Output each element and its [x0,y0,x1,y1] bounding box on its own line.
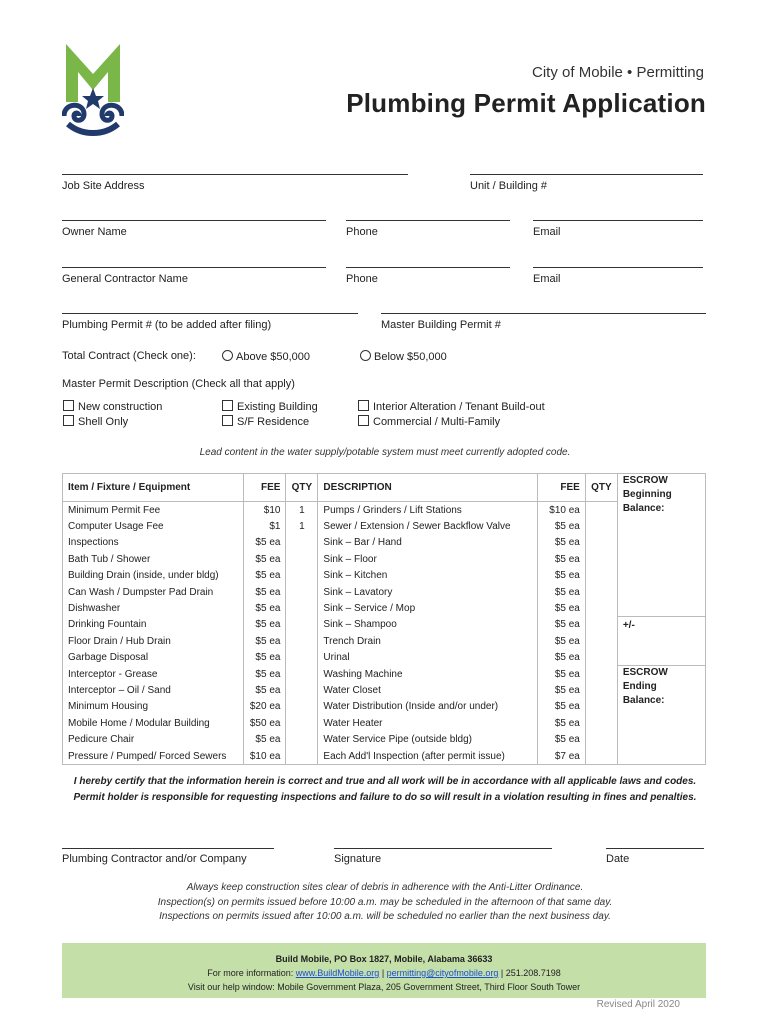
page-title: Plumbing Permit Application [346,88,706,118]
qty-cell[interactable] [286,715,318,731]
item-cell: Floor Drain / Hub Drain [63,633,244,649]
qty-cell[interactable] [286,600,318,616]
certify-line-1: I hereby certify that the information herein is correct and true and all work will be in accordance with all applicable laws and codes. [73,776,697,787]
checkbox-interior-alteration[interactable]: Interior Alteration / Tenant Build-out [358,400,545,413]
qty-2-cell[interactable] [585,699,617,715]
email-link[interactable]: permitting@cityofmobile.org [386,968,499,978]
checkbox-icon[interactable] [358,415,369,426]
gc-name-label: General Contractor Name [62,273,188,285]
checkbox-shell-only[interactable]: Shell Only [63,415,128,428]
qty-2-cell[interactable] [585,748,617,765]
note-line-3: Inspections on permits issued after 10:00 a.m. will be scheduled no earlier than the next business day. [159,911,611,922]
qty-2-cell[interactable] [585,600,617,616]
table-row [63,715,706,731]
item-cell: Garbage Disposal [63,650,244,666]
qty-cell[interactable]: 1 [286,518,318,534]
option-above-50000[interactable]: Above $50,000 [222,350,310,363]
fee-cell: $5 ea [244,633,286,649]
description-cell: Sink – Floor [318,551,538,567]
checkbox-commercial[interactable]: Commercial / Multi-Family [358,415,500,428]
job-site-address-label: Job Site Address [62,180,145,192]
website-link[interactable]: www.BuildMobile.org [295,968,380,978]
signature-line[interactable] [334,848,552,849]
master-permit-description-label: Master Permit Description (Check all that apply) [62,378,295,390]
checkbox-icon[interactable] [63,400,74,411]
fee-2-cell: $5 ea [538,699,586,715]
fee-2-cell: $5 ea [538,518,586,534]
unit-building-line[interactable] [470,174,703,175]
description-cell: Urinal [318,650,538,666]
description-cell: Sink – Bar / Hand [318,535,538,551]
table-row [63,518,706,534]
item-cell: Drinking Fountain [63,617,244,633]
item-cell: Minimum Permit Fee [63,502,244,519]
qty-2-cell[interactable] [585,551,617,567]
description-cell: Water Closet [318,682,538,698]
fee-cell: $5 ea [244,584,286,600]
qty-2-cell[interactable] [585,584,617,600]
gc-name-line[interactable] [62,267,326,268]
qty-cell[interactable] [286,633,318,649]
fee-2-cell: $5 ea [538,617,586,633]
fee-2-cell: $7 ea [538,748,586,765]
radio-icon[interactable] [222,350,233,361]
fee-cell: $5 ea [244,682,286,698]
master-building-permit-line[interactable] [381,313,706,314]
footer-address: Build Mobile, PO Box 1827, Mobile, Alabama 36633 [275,954,493,964]
table-row [63,584,706,600]
fee-2-cell: $5 ea [538,600,586,616]
header-qty-2: QTY [585,474,617,502]
city-of-mobile-logo [62,44,124,136]
signature-label: Signature [334,853,382,865]
owner-phone-label: Phone [346,226,378,238]
fee-2-cell: $5 ea [538,584,586,600]
fee-2-cell: $5 ea [538,666,586,682]
fee-2-cell: $5 ea [538,551,586,567]
date-line[interactable] [606,848,704,849]
job-site-address-line[interactable] [62,174,408,175]
checkbox-existing-building[interactable]: Existing Building [222,400,318,413]
description-cell: Water Distribution (Inside and/or under) [318,699,538,715]
radio-icon[interactable] [360,350,371,361]
checkbox-sf-residence[interactable]: S/F Residence [222,415,309,428]
qty-2-cell[interactable] [585,502,617,519]
plumbing-permit-label: Plumbing Permit # (to be added after filing) [62,319,272,331]
fee-cell: $5 ea [244,600,286,616]
fee-2-cell: $5 ea [538,633,586,649]
checkbox-icon[interactable] [63,415,74,426]
table-row [63,650,706,666]
qty-cell[interactable] [286,650,318,666]
qty-cell[interactable]: 1 [286,502,318,519]
header-fee-2: FEE [538,474,586,502]
checkbox-icon[interactable] [222,415,233,426]
fee-2-cell: $5 ea [538,731,586,747]
item-cell: Building Drain (inside, under bldg) [63,568,244,584]
table-row [63,633,706,649]
lead-content-note: Lead content in the water supply/potable system must meet currently adopted code. [199,447,571,458]
description-cell: Water Service Pipe (outside bldg) [318,731,538,747]
note-line-1: Always keep construction sites clear of debris in adherence with the Anti-Litter Ordinance. [186,882,584,893]
fee-table [62,473,706,765]
qty-cell[interactable] [286,699,318,715]
table-row [63,502,706,519]
item-cell: Pressure / Pumped/ Forced Sewers [63,748,244,765]
header-fee: FEE [244,474,286,502]
description-cell: Sink – Service / Mop [318,600,538,616]
footer-box [62,943,706,998]
qty-2-cell[interactable] [585,617,617,633]
plumbing-permit-line[interactable] [62,313,358,314]
escrow-beginning-balance[interactable]: ESCROW Beginning Balance: [617,474,705,617]
unit-building-label: Unit / Building # [470,180,548,192]
item-cell: Dishwasher [63,600,244,616]
qty-2-cell[interactable] [585,666,617,682]
fee-2-cell: $5 ea [538,715,586,731]
qty-2-cell[interactable] [585,568,617,584]
qty-cell[interactable] [286,682,318,698]
qty-cell[interactable] [286,535,318,551]
item-cell: Bath Tub / Shower [63,551,244,567]
checkbox-new-construction[interactable]: New construction [63,400,162,413]
item-cell: Can Wash / Dumpster Pad Drain [63,584,244,600]
item-cell: Interceptor – Oil / Sand [63,682,244,698]
company-signature-line[interactable] [62,848,274,849]
owner-email-label: Email [533,226,561,238]
table-row [63,617,706,633]
fee-cell: $5 ea [244,666,286,682]
fee-cell: $1 [244,518,286,534]
owner-phone-line[interactable] [346,220,510,221]
header-description: DESCRIPTION [318,474,538,502]
description-cell: Water Heater [318,715,538,731]
fee-cell: $5 ea [244,650,286,666]
org-name: City of Mobile • Permitting [532,64,704,81]
gc-phone-label: Phone [346,273,378,285]
option-below-50000[interactable]: Below $50,000 [360,350,447,363]
table-row [63,666,706,682]
header-item: Item / Fixture / Equipment [63,474,244,502]
header-qty: QTY [286,474,318,502]
fee-cell: $5 ea [244,617,286,633]
table-row [63,600,706,616]
owner-email-line[interactable] [533,220,703,221]
fee-cell: $10 [244,502,286,519]
master-building-permit-label: Master Building Permit # [381,319,501,331]
fee-cell: $50 ea [244,715,286,731]
certify-line-2: Permit holder is responsible for requesting inspections and failure to do so will result in a violation resulting in fines and penalties. [73,792,697,803]
qty-2-cell[interactable] [585,731,617,747]
checkbox-icon[interactable] [358,400,369,411]
description-cell: Each Add'l Inspection (after permit issue) [318,748,538,765]
escrow-adjustment[interactable]: +/- [617,617,705,666]
item-cell: Interceptor - Grease [63,666,244,682]
gc-email-label: Email [533,273,561,285]
table-row [63,731,706,747]
description-cell: Pumps / Grinders / Lift Stations [318,502,538,519]
footer-help: Visit our help window: Mobile Government Plaza, 205 Government Street, Third Floor South Tower [187,982,581,992]
qty-cell[interactable] [286,568,318,584]
item-cell: Computer Usage Fee [63,518,244,534]
table-row [63,699,706,715]
qty-cell[interactable] [286,666,318,682]
description-cell: Sink – Lavatory [318,584,538,600]
qty-cell[interactable] [286,617,318,633]
fee-2-cell: $5 ea [538,568,586,584]
qty-2-cell[interactable] [585,650,617,666]
table-header-row [63,474,706,502]
description-cell: Trench Drain [318,633,538,649]
item-cell: Pedicure Chair [63,731,244,747]
fee-cell: $5 ea [244,568,286,584]
fee-cell: $10 ea [244,748,286,765]
qty-2-cell[interactable] [585,682,617,698]
footer-info: For more information: www.BuildMobile.org | permitting@cityofmobile.org | 251.208.7198 [207,968,561,978]
item-cell: Mobile Home / Modular Building [63,715,244,731]
fee-2-cell: $5 ea [538,535,586,551]
qty-cell[interactable] [286,748,318,765]
company-label: Plumbing Contractor and/or Company [62,853,247,865]
fee-2-cell: $5 ea [538,682,586,698]
owner-name-label: Owner Name [62,226,127,238]
fee-cell: $5 ea [244,731,286,747]
fee-cell: $5 ea [244,535,286,551]
owner-name-line[interactable] [62,220,326,221]
fee-cell: $5 ea [244,551,286,567]
escrow-ending-balance[interactable]: ESCROW Ending Balance: [617,666,705,765]
qty-cell[interactable] [286,551,318,567]
description-cell: Sewer / Extension / Sewer Backflow Valve [318,518,538,534]
table-row [63,748,706,765]
table-row [63,568,706,584]
fee-cell: $20 ea [244,699,286,715]
date-label: Date [606,853,630,865]
fee-2-cell: $10 ea [538,502,586,519]
table-row [63,551,706,567]
description-cell: Sink – Kitchen [318,568,538,584]
checkbox-icon[interactable] [222,400,233,411]
qty-2-cell[interactable] [585,535,617,551]
description-cell: Washing Machine [318,666,538,682]
qty-2-cell[interactable] [585,633,617,649]
qty-2-cell[interactable] [585,518,617,534]
note-line-2: Inspection(s) on permits issued before 10:00 a.m. may be scheduled in the afternoon of that same day. [157,897,613,908]
table-row [63,682,706,698]
table-row [63,535,706,551]
qty-2-cell[interactable] [585,715,617,731]
item-cell: Inspections [63,535,244,551]
fee-2-cell: $5 ea [538,650,586,666]
total-contract-label: Total Contract (Check one): [62,350,196,362]
gc-email-line[interactable] [533,267,703,268]
qty-cell[interactable] [286,731,318,747]
qty-cell[interactable] [286,584,318,600]
description-cell: Sink – Shampoo [318,617,538,633]
revised-date: Revised April 2020 [596,999,680,1010]
gc-phone-line[interactable] [346,267,510,268]
item-cell: Minimum Housing [63,699,244,715]
